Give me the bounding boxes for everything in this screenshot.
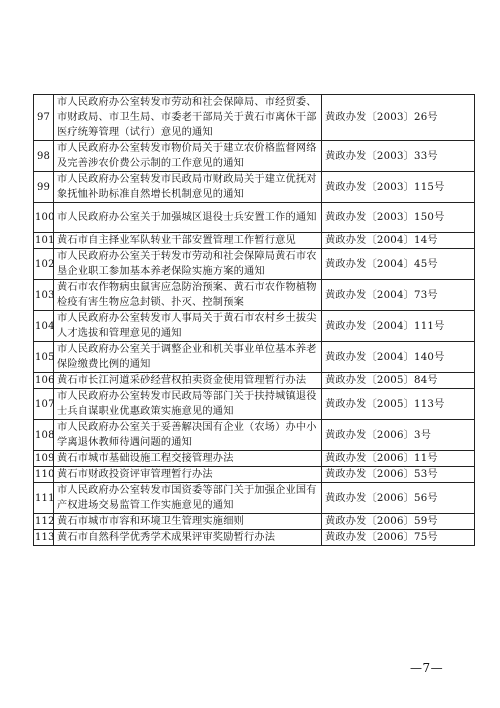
document-title: 黄石市农作物病虫鼠害应急防治预案、黄石市农作物植物检疫有害生物应急封锁、扑灭、控制预案 <box>54 280 322 311</box>
document-code: 黄政办发〔2006〕75号 <box>322 530 475 546</box>
document-code: 黄政办发〔2005〕113号 <box>322 389 475 420</box>
document-code: 黄政办发〔2006〕53号 <box>322 467 475 483</box>
document-title: 黄石市城市市容和环境卫生管理实施细则 <box>54 514 322 530</box>
row-number: 109 <box>34 451 54 467</box>
document-code: 黄政办发〔2004〕14号 <box>322 233 475 249</box>
document-code: 黄政办发〔2003〕33号 <box>322 141 475 172</box>
row-number: 100 <box>34 203 54 233</box>
document-title: 市人民政府办公室转发市劳动和社会保障局、市经贸委、市财政局、市卫生局、市委老干部局关于黄石市离休干部医疗统筹管理（试行）意见的通知 <box>54 95 322 141</box>
document-title: 市人民政府办公室关于调整企业和机关事业单位基本养老保险缴费比例的通知 <box>54 342 322 373</box>
row-number: 104 <box>34 311 54 342</box>
document-code: 黄政办发〔2004〕45号 <box>322 249 475 280</box>
document-title: 黄石市自然科学优秀学术成果评审奖励暂行办法 <box>54 530 322 546</box>
table-row <box>34 311 475 342</box>
row-number: 108 <box>34 420 54 451</box>
row-number: 112 <box>34 514 54 530</box>
row-number: 97 <box>34 95 54 141</box>
document-title: 黄石市财政投资评审管理暂行办法 <box>54 467 322 483</box>
row-number: 105 <box>34 342 54 373</box>
row-number: 111 <box>34 483 54 514</box>
document-title: 市人民政府办公室转发市民政局市财政局关于建立优抚对象抚恤补助标准自然增长机制意见的通知 <box>54 172 322 203</box>
table-row <box>34 342 475 373</box>
document-title: 黄石市自主择业军队转业干部安置管理工作暂行意见 <box>54 233 322 249</box>
document-title: 市人民政府办公室关于妥善解决国有企业（农场）办中小学离退休教师待遇问题的通知 <box>54 420 322 451</box>
row-number: 99 <box>34 172 54 203</box>
table-row <box>34 249 475 280</box>
table-row <box>34 373 475 389</box>
document-code: 黄政办发〔2006〕56号 <box>322 483 475 514</box>
row-number: 101 <box>34 233 54 249</box>
table-row <box>34 530 475 546</box>
row-number: 102 <box>34 249 54 280</box>
document-title: 市人民政府办公室转发市物价局关于建立农价格监督网络及完善涉农价费公示制的工作意见的通知 <box>54 141 322 172</box>
row-number: 103 <box>34 280 54 311</box>
row-number: 106 <box>34 373 54 389</box>
table-row <box>34 483 475 514</box>
row-number: 110 <box>34 467 54 483</box>
document-code: 黄政办发〔2006〕3号 <box>322 420 475 451</box>
document-title: 市人民政府办公室关于转发市劳动和社会保障局黄石市农垦企业职工参加基本养老保险实施方案的通知 <box>54 249 322 280</box>
document-code: 黄政办发〔2006〕11号 <box>322 451 475 467</box>
document-code: 黄政办发〔2003〕26号 <box>322 95 475 141</box>
document-title: 黄石市长江河道采砂经营权拍卖资金使用管理暂行办法 <box>54 373 322 389</box>
document-title: 市人民政府办公室转发市国资委等部门关于加强企业国有产权进场交易监管工作实施意见的通知 <box>54 483 322 514</box>
document-code: 黄政办发〔2004〕111号 <box>322 311 475 342</box>
table-row <box>34 141 475 172</box>
page-number: —7— <box>410 661 444 675</box>
regulations-table <box>33 94 475 546</box>
table-body <box>34 95 475 546</box>
table-row <box>34 95 475 141</box>
document-code: 黄政办发〔2006〕59号 <box>322 514 475 530</box>
table-row <box>34 467 475 483</box>
document-code: 黄政办发〔2005〕84号 <box>322 373 475 389</box>
document-code: 黄政办发〔2003〕150号 <box>322 203 475 233</box>
document-title: 黄石市城市基础设施工程交接管理办法 <box>54 451 322 467</box>
table-row <box>34 420 475 451</box>
document-title: 市人民政府办公室转发市人事局关于黄石市农村乡土拔尖人才选拔和管理意见的通知 <box>54 311 322 342</box>
table-row <box>34 203 475 233</box>
document-code: 黄政办发〔2004〕140号 <box>322 342 475 373</box>
row-number: 107 <box>34 389 54 420</box>
document-title: 市人民政府办公室关于加强城区退役士兵安置工作的通知 <box>54 203 322 233</box>
row-number: 98 <box>34 141 54 172</box>
row-number: 113 <box>34 530 54 546</box>
table-row <box>34 514 475 530</box>
document-code: 黄政办发〔2003〕115号 <box>322 172 475 203</box>
table-row <box>34 451 475 467</box>
table-row <box>34 172 475 203</box>
table-row <box>34 233 475 249</box>
document-code: 黄政办发〔2004〕73号 <box>322 280 475 311</box>
table-row <box>34 389 475 420</box>
document-title: 市人民政府办公室转发市民政局等部门关于扶持城镇退役士兵自谋职业优惠政策实施意见的通知 <box>54 389 322 420</box>
table-row <box>34 280 475 311</box>
